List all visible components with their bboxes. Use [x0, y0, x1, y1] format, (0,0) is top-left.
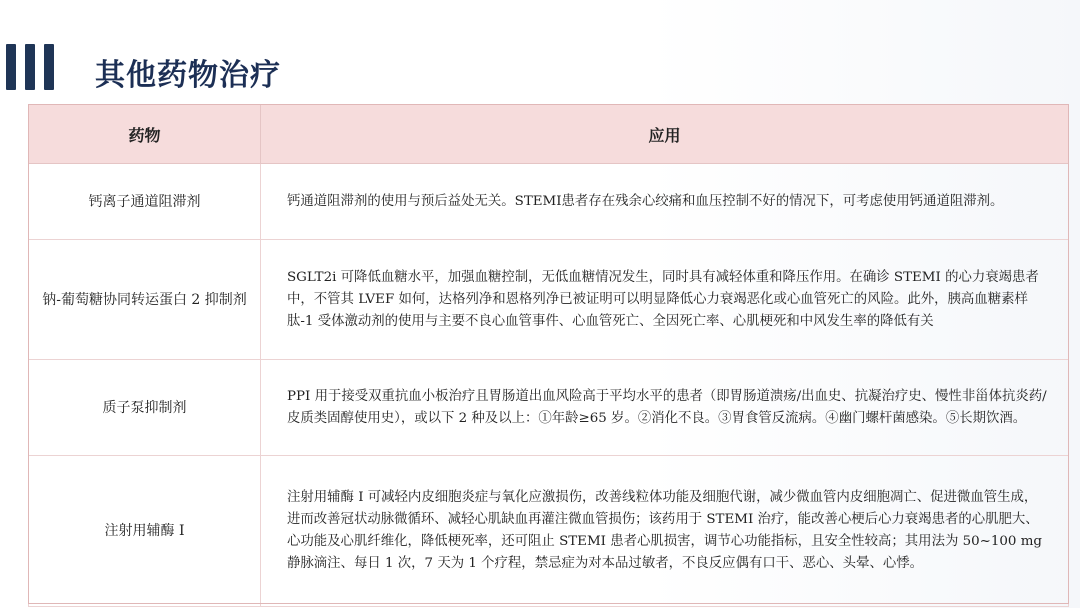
column-header-use: 应用 — [261, 105, 1069, 164]
drug-use-cell: SGLT2i 可降低血糖水平，加强血糖控制，无低血糖情况发生，同时具有减轻体重和降压作用。在确诊 STEMI 的心力衰竭患者中，不管其 LVEF 如何，达格列净和恩格列净已被证明可以明显降低心力衰竭恶化或心血管死亡的风险。此外，胰高血糖素样肽-1 受体激动剂的使用与主要不良心血管事件、心血管死亡、全因死亡率、心肌梗死和中风发生率的降低有关 — [261, 240, 1069, 360]
page-title: 其他药物治疗 — [95, 58, 281, 93]
table-row — [29, 456, 1069, 607]
title-accent-bars — [6, 44, 54, 90]
table-row — [29, 240, 1069, 360]
accent-bar — [6, 44, 16, 90]
drug-table — [28, 104, 1069, 607]
table-row — [29, 164, 1069, 240]
drug-name-cell: 钙离子通道阻滞剂 — [29, 164, 261, 240]
accent-bar — [25, 44, 35, 90]
table-row — [29, 360, 1069, 456]
drug-name-cell: 注射用辅酶 I — [29, 456, 261, 607]
accent-bar — [44, 44, 54, 90]
drug-table-container — [28, 104, 1069, 604]
drug-use-cell: 注射用辅酶 Ⅰ 可减轻内皮细胞炎症与氧化应激损伤，改善线粒体功能及细胞代谢，减少微血管内皮细胞凋亡、促进微血管生成，进而改善冠状动脉微循环、减轻心肌缺血再灌注微血管损伤；该药用于 STEMI 治疗，能改善心梗后心力衰竭患者的心肌肥大、心功能及心肌纤维化，降低梗死率，还可阻止 STEMI 患者心肌损害，调节心功能指标，且安全性较高；其用法为 50~100 mg 静脉滴注、每日 1 次，7 天为 1 个疗程，禁忌症为对本品过敏者，不良反应偶有口干、恶心、头晕、心悸。 — [261, 456, 1069, 607]
drug-name-cell: 钠-葡萄糖协同转运蛋白 2 抑制剂 — [29, 240, 261, 360]
column-header-drug: 药物 — [29, 105, 261, 164]
drug-use-cell: 钙通道阻滞剂的使用与预后益处无关。STEMI患者存在残余心绞痛和血压控制不好的情况下，可考虑使用钙通道阻滞剂。 — [261, 164, 1069, 240]
drug-name-cell: 质子泵抑制剂 — [29, 360, 261, 456]
table-header-row — [29, 105, 1069, 164]
drug-use-cell: PPI 用于接受双重抗血小板治疗且胃肠道出血风险高于平均水平的患者（即胃肠道溃疡/出血史、抗凝治疗史、慢性非甾体抗炎药/皮质类固醇使用史），或以下 2 种及以上：①年龄≥65 岁。②消化不良。③胃食管反流病。④幽门螺杆菌感染。⑤长期饮酒。 — [261, 360, 1069, 456]
